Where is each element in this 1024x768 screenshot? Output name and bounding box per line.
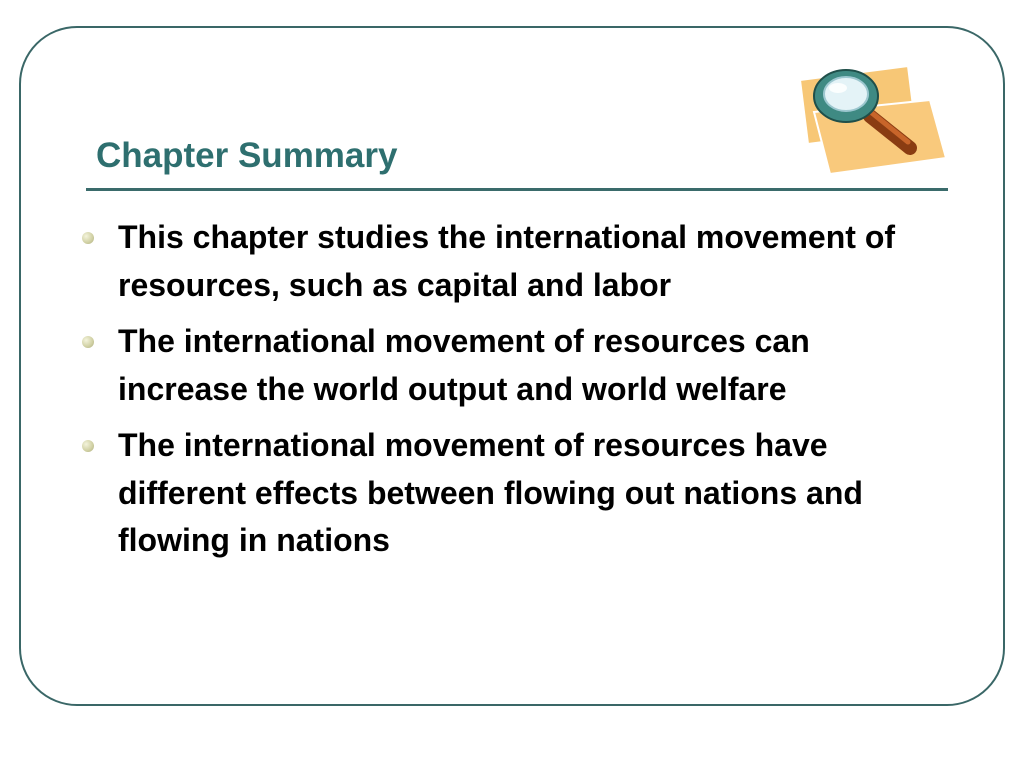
bullet-text: The international movement of resources can increase the world output and world welfare — [118, 323, 810, 407]
bullet-icon — [82, 232, 94, 244]
bullet-icon — [82, 440, 94, 452]
bullet-list — [80, 214, 940, 574]
bullet-icon — [82, 336, 94, 348]
bullet-text: The international movement of resources have different effects between flowing out nations and flowing in nations — [118, 427, 863, 558]
lens-glare — [829, 83, 847, 93]
bullet-text: This chapter studies the international movement of resources, such as capital and labor — [118, 219, 896, 303]
bullet-item — [80, 422, 940, 565]
magnifying-glass-icon — [790, 60, 950, 178]
bullet-item — [80, 214, 940, 309]
title-divider — [86, 188, 948, 191]
bullet-item — [80, 318, 940, 413]
magnifier-lens — [824, 77, 868, 111]
slide-title: Chapter Summary — [96, 136, 398, 175]
